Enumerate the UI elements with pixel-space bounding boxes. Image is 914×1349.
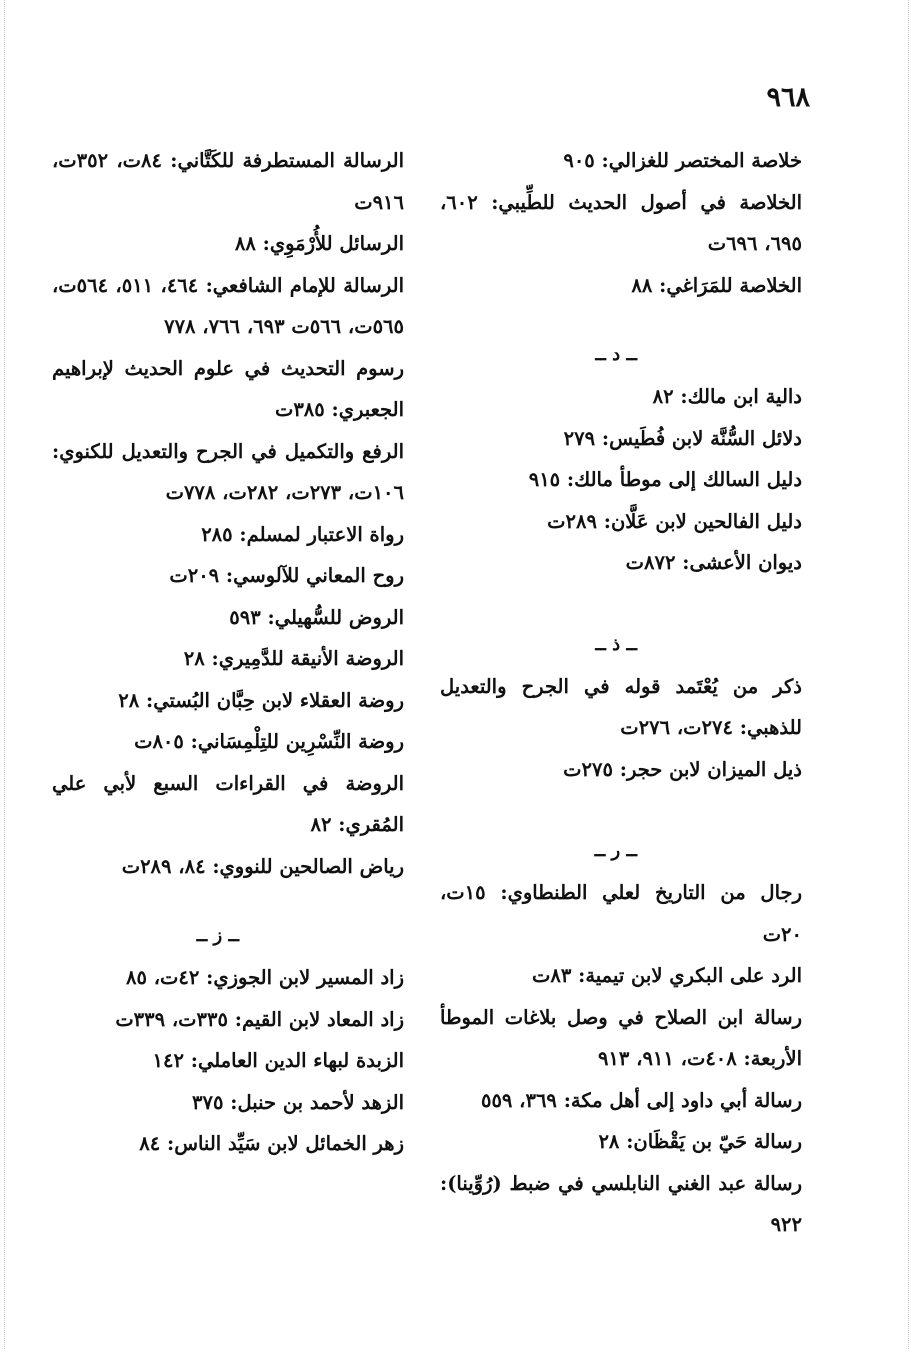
page-number: ٩٦٨ — [766, 82, 810, 113]
index-entry — [440, 666, 802, 749]
entry-page-refs: ٣٨٥ت — [274, 398, 325, 421]
entry-page-refs: ٢٨٩ت — [547, 509, 597, 533]
index-entry — [440, 265, 802, 307]
entry-title: رواة الاعتبار لمسلم — [246, 522, 404, 546]
entry-separator: : — [736, 1047, 751, 1070]
index-entry — [52, 846, 404, 888]
index-entry — [52, 638, 404, 680]
entry-separator: : — [255, 232, 270, 255]
entry-page-refs: ٢٨ — [118, 688, 140, 712]
entry-page-refs: ١٤٢ — [152, 1049, 184, 1072]
index-entry — [52, 999, 404, 1041]
entry-title: ذكر من يُعْتَمد قوله في الجرح والتعديل للذهبي — [440, 674, 802, 739]
entry-page-refs: ٨٤، ٢٨٩ت — [121, 854, 206, 878]
entry-separator: : — [160, 1132, 175, 1155]
entry-title: الرسالة المستطرفة للكَتَّاني — [177, 149, 404, 172]
entry-title: روضة العقلاء لابن حِبَّان البُستي — [153, 688, 404, 712]
entry-page-refs: ٨٨ — [234, 232, 256, 255]
entry-page-refs: ٨٨ — [631, 273, 653, 297]
entry-title: رسالة عبد الغني النابلسي في ضبط (رُوِّينا) — [447, 1171, 802, 1195]
section-heading-ra: ــ ر ــ — [594, 840, 637, 861]
entry-page-refs: ٢٨٥ — [201, 522, 233, 546]
index-entry — [440, 376, 802, 418]
index-entry — [440, 182, 802, 265]
index-entry — [440, 872, 802, 955]
entry-separator: : — [331, 813, 346, 836]
entry-separator: : — [199, 966, 214, 989]
entry-title: الروضة الأنيقة للدَّمِيري — [218, 647, 404, 670]
entry-separator: : — [595, 426, 610, 450]
entry-separator: : — [260, 605, 275, 629]
entry-page-refs: ٨٢ — [310, 813, 332, 836]
entry-separator: : — [223, 1090, 238, 1114]
entry-title: زاد المعاد لابن القيم — [241, 1007, 404, 1031]
entry-title: الروض للسُّهيلي — [274, 605, 404, 629]
entry-group — [440, 140, 802, 306]
index-entry — [440, 459, 802, 501]
entry-page-refs: ٩٠٥ — [563, 149, 595, 172]
entry-group — [52, 140, 404, 887]
page-guide-right — [908, 0, 909, 1349]
entry-page-refs: ٤٦٤، ٥١١، ٥٦٤ت، ٥٦٥ت، ٥٦٦ت ٦٩٣، ٧٦٦، ٧٧٨ — [52, 273, 404, 338]
index-entry — [52, 763, 404, 846]
index-entry — [52, 721, 404, 763]
section-heading-zay: ــ ز ــ — [196, 925, 239, 946]
entry-separator: : — [619, 1130, 634, 1153]
entry-separator: : — [205, 854, 220, 878]
entry-title: الزهد لأحمد بن حنبل — [237, 1090, 404, 1114]
index-entry — [52, 1082, 404, 1124]
entry-group — [52, 957, 404, 1165]
entry-title: رياض الصالحين للنووي — [219, 854, 404, 878]
entry-page-refs: ٢٧٩ — [563, 426, 596, 450]
entry-separator: : — [52, 439, 60, 463]
index-entry — [440, 501, 802, 543]
entry-page-refs: ١٠٦ت، ٢٧٣ت، ٢٨٢ت، ٧٧٨ت — [165, 481, 404, 504]
index-entry — [52, 514, 404, 556]
index-entry — [440, 542, 802, 584]
entry-group — [440, 872, 802, 1246]
entry-title: الرد على البكري لابن تيمية — [585, 964, 802, 987]
entry-title: الروضة في القراءات السبع لأبي علي المُقري — [52, 771, 404, 836]
index-entry — [52, 431, 404, 514]
entry-separator: : — [477, 190, 499, 214]
index-entry — [440, 997, 802, 1080]
entry-separator: : — [732, 716, 747, 739]
index-entry — [52, 680, 404, 722]
entry-title: دليل الفالحين لابن عَلَّان — [610, 509, 802, 533]
index-column-left — [52, 140, 404, 1165]
index-entry — [440, 140, 802, 182]
entry-page-refs: ٢٨ — [598, 1130, 620, 1153]
entry-separator: : — [232, 522, 247, 546]
entry-separator: : — [183, 1049, 198, 1072]
entry-separator: : — [324, 398, 339, 421]
entry-separator: : — [675, 551, 690, 574]
entry-separator: : — [440, 1171, 448, 1195]
entry-separator: : — [594, 149, 609, 172]
entry-title: الرسائل للأُرْمَوِي — [269, 232, 404, 255]
index-entry — [440, 1163, 802, 1246]
entry-title: روح المعاني للآلوسي — [233, 564, 404, 587]
entry-title: الخلاصة في أصول الحديث للطِّيبي — [498, 190, 802, 214]
entry-page-refs: ٨٣ت — [532, 964, 572, 987]
index-entry — [52, 957, 404, 999]
index-entry — [52, 1040, 404, 1082]
index-entry — [440, 418, 802, 460]
entry-title: زهر الخمائل لابن سَيِّد الناس — [174, 1132, 404, 1155]
entry-page-refs: ٨٤ — [139, 1132, 161, 1155]
section-heading-dal: ــ د ــ — [595, 344, 637, 365]
entry-page-refs: ٦٠٢، ٦٩٥، ٦٩٦ت — [440, 190, 802, 255]
entry-title: دالية ابن مالك — [687, 385, 802, 408]
entry-page-refs: ٩١٥ — [528, 468, 561, 491]
entry-page-refs: ١٥ت، ٢٠ت — [440, 881, 802, 946]
index-entry — [52, 597, 404, 639]
index-entry — [440, 749, 802, 791]
entry-group — [440, 666, 802, 791]
entry-title: رسوم التحديث في علوم الحديث لإبراهيم الجعبري — [52, 356, 404, 421]
entry-separator: : — [673, 385, 688, 408]
index-entry — [440, 1080, 802, 1122]
entry-page-refs: ٨٧٢ت — [625, 551, 676, 574]
entry-page-refs: ٢٨ — [183, 647, 205, 670]
entry-title: دليل السالك إلى موطأ مالك — [574, 468, 802, 491]
index-entry — [52, 555, 404, 597]
entry-title: الرسالة للإمام الشافعي — [212, 273, 404, 297]
index-entry — [440, 1121, 802, 1163]
entry-page-refs: ٣٦٩، ٥٥٩ — [480, 1088, 557, 1112]
entry-title: الزبدة لبهاء الدين العاملي — [197, 1049, 404, 1072]
entry-page-refs: ٣٧٥ — [192, 1090, 224, 1114]
entry-separator: : — [571, 964, 586, 987]
page-guide-left — [4, 0, 5, 1349]
entry-separator: : — [652, 273, 667, 297]
entry-title: رجال من التاريخ لعلي الطنطاوي — [507, 881, 802, 904]
entry-page-refs: ٣٣٥ت، ٣٣٩ت — [115, 1007, 228, 1031]
entry-title: دلائل السُّنَّة لابن فُطَيس — [609, 426, 802, 450]
entry-page-refs: ٢٧٥ت — [563, 757, 613, 781]
entry-title: ديوان الأعشى — [689, 551, 802, 574]
entry-page-refs: ٨٠٥ت — [134, 730, 184, 753]
entry-separator: : — [556, 1088, 571, 1112]
entry-title: رسالة أبي داود إلى أهل مكة — [570, 1088, 802, 1112]
entry-page-refs: ٨٤ت، ٣٥٢ت، ٩١٦ت — [52, 149, 404, 214]
entry-title: الخلاصة للمَرَاغي — [666, 273, 802, 297]
index-entry — [440, 955, 802, 997]
entry-page-refs: ٤٠٨ت، ٩١١، ٩١٣ — [597, 1047, 737, 1070]
index-entry — [52, 265, 404, 348]
entry-page-refs: ٢٧٤ت، ٢٧٦ت — [620, 716, 733, 739]
entry-separator: : — [612, 757, 627, 781]
entry-separator: : — [596, 509, 611, 533]
index-entry — [52, 140, 404, 223]
entry-separator: : — [139, 688, 154, 712]
entry-separator: : — [161, 149, 178, 172]
entry-page-refs: ٥٩٣ — [229, 605, 261, 629]
index-column-right — [440, 140, 802, 1246]
section-heading-dhal: ــ ذ ــ — [595, 633, 637, 655]
entry-title: روضة النِّسْرِين للتِلْمِسَاني — [197, 730, 404, 753]
entry-separator: : — [227, 1007, 242, 1031]
entry-separator: : — [198, 273, 213, 297]
entry-title: رسالة ابن الصلاح في وصل بلاغات الموطأ الأربعة — [440, 1005, 802, 1070]
entry-title: الرفع والتكميل في الجرح والتعديل للكنوي — [59, 439, 404, 463]
entry-group — [440, 376, 802, 584]
entry-title: زاد المسير لابن الجوزي — [213, 966, 404, 989]
entry-page-refs: ٩٢٢ — [770, 1213, 802, 1236]
entry-separator: : — [204, 647, 219, 670]
index-entry — [52, 1123, 404, 1165]
entry-page-refs: ٢٠٩ت — [169, 564, 220, 587]
entry-page-refs: ٤٢ت، ٨٥ — [125, 966, 200, 989]
entry-page-refs: ٨٢ — [652, 385, 674, 408]
entry-title: خلاصة المختصر للغزالي — [608, 149, 802, 172]
index-entry — [52, 223, 404, 265]
entry-separator: : — [183, 730, 198, 753]
entry-title: رسالة حَيّ بن يَقْظَان — [633, 1130, 802, 1153]
entry-title: ذيل الميزان لابن حجر — [626, 757, 802, 781]
entry-separator: : — [219, 564, 234, 587]
entry-separator: : — [485, 881, 508, 904]
entry-separator: : — [560, 468, 575, 491]
index-entry — [52, 348, 404, 431]
